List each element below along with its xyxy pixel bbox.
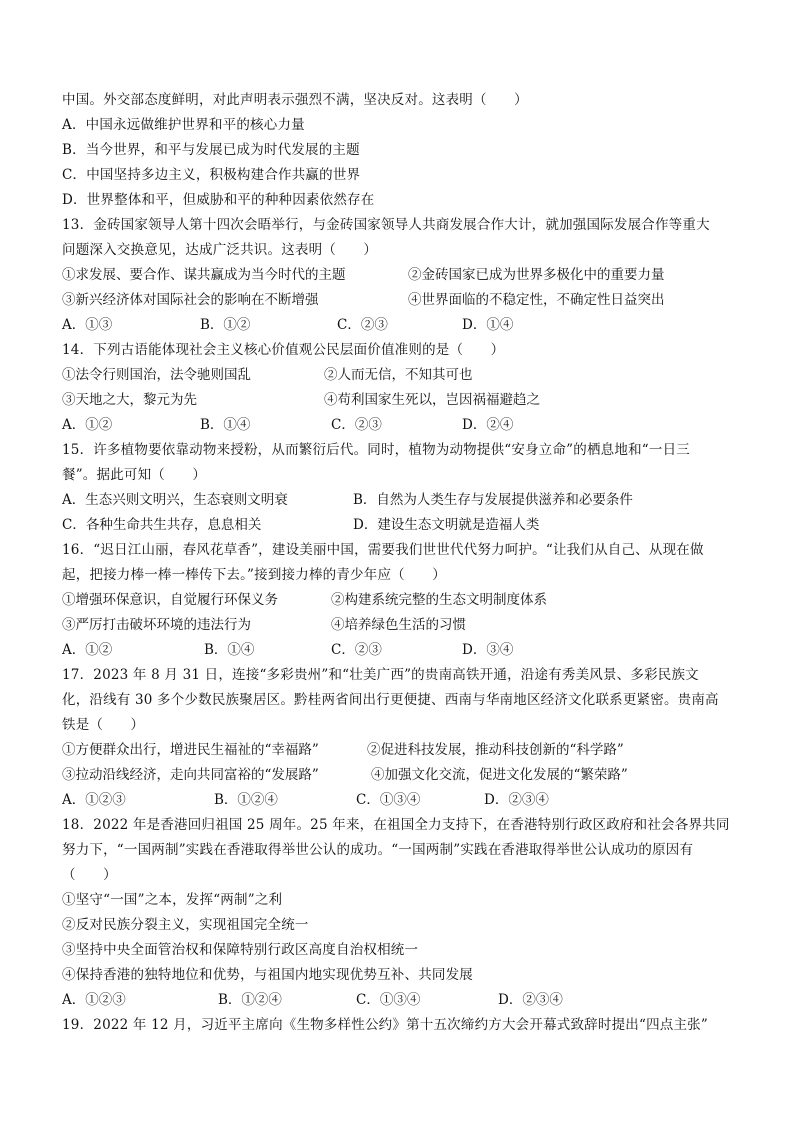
q18-choice-a: A．①②③ bbox=[62, 992, 126, 1008]
q18-item-3: ③坚持中央全面管治权和保障特别行政区高度自治权相统一 bbox=[62, 942, 419, 958]
question-stem-line: 中国。外交部态度鲜明，对此声明表示强烈不满，坚决反对。这表明（ ） bbox=[62, 92, 528, 108]
q18-choice-b: B．①②④ bbox=[218, 992, 282, 1008]
question-17-stem: 17．2023 年 8 月 31 日，连接“多彩贵州”和“壮美广西”的贵南高铁开通，沿途有秀美风景、多彩民族文 bbox=[62, 667, 699, 683]
q18-choice-d: D．②③④ bbox=[498, 992, 563, 1008]
q16-item-2: ②构建系统完整的生态文明制度体系 bbox=[331, 592, 547, 608]
q15-choice-d: D．建设生态文明就是造福人类 bbox=[353, 517, 540, 533]
q17-choice-a: A．①②③ bbox=[62, 792, 126, 808]
q14-item-2: ②人而无信，不知其可也 bbox=[324, 367, 473, 383]
q18-item-4: ④保持香港的独特地位和优势，与祖国内地实现优势互补、共同发展 bbox=[62, 967, 473, 983]
q13-item-3: ③新兴经济体对国际社会的影响在不断增强 bbox=[62, 292, 319, 308]
q16-choice-a: A．①② bbox=[62, 642, 113, 658]
option-d: D．世界整体和平，但威胁和平的种种因素依然存在 bbox=[62, 192, 375, 208]
q18-item-1: ①坚守“一国”之本，发挥“两制”之利 bbox=[62, 892, 283, 908]
q15-choice-a: A．生态兴则文明兴，生态衰则文明衰 bbox=[62, 492, 288, 508]
q16-item-3: ③严厉打击破坏环境的违法行为 bbox=[62, 617, 251, 633]
question-17-stem: 化，沿线有 30 多个少数民族聚居区。黔桂两省间出行更便捷、西南与华南地区经济文化联系更紧密。贵南高 bbox=[62, 692, 719, 708]
q13-item-2: ②金砖国家已成为世界多极化中的重要力量 bbox=[408, 267, 665, 283]
question-18-stem: （ ） bbox=[62, 867, 117, 883]
q13-choice-b: B．①② bbox=[200, 317, 251, 333]
q17-choice-b: B．①②④ bbox=[214, 792, 278, 808]
q14-choice-a: A．①② bbox=[62, 417, 113, 433]
q13-item-4: ④世界面临的不稳定性，不确定性日益突出 bbox=[408, 292, 665, 308]
question-18-stem: 努力下，“一国两制”实践在香港取得举世公认的成功。“一国两制”实践在香港取得举世公认成功的原因有 bbox=[62, 842, 694, 858]
q14-choice-d: D．②④ bbox=[462, 417, 514, 433]
option-a: A．中国永远做维护世界和平的核心力量 bbox=[62, 117, 305, 133]
q18-choice-c: C．①③④ bbox=[356, 992, 421, 1008]
q14-choice-c: C．②③ bbox=[331, 417, 382, 433]
question-15-stem: 15．许多植物要依靠动物来授粉，从而繁衍后代。同时，植物为动物提供“安身立命”的栖息地和“一日三 bbox=[62, 442, 690, 458]
question-13-stem: 问题深入交换意见，达成广泛共识。这表明（ ） bbox=[62, 242, 378, 258]
q16-choice-c: C．②③ bbox=[331, 642, 382, 658]
q16-choice-b: B．①④ bbox=[204, 642, 255, 658]
question-16-stem: 16．“迟日江山丽，春风花草香”，建设美丽中国，需要我们世世代代努力呵护。“让我们从自己、从现在做 bbox=[62, 542, 704, 558]
q14-choice-b: B．①④ bbox=[200, 417, 251, 433]
q13-item-1: ①求发展、要合作、谋共赢成为当今时代的主题 bbox=[62, 267, 346, 283]
question-17-stem: 铁是（ ） bbox=[62, 717, 145, 733]
q17-choice-c: C．①③④ bbox=[356, 792, 421, 808]
q14-item-3: ③天地之大，黎元为先 bbox=[62, 392, 197, 408]
question-19-stem: 19．2022 年 12 月，习近平主席向《生物多样性公约》第十五次缔约方大会开幕式致辞时提出“四点主张” bbox=[62, 1017, 708, 1033]
q18-item-2: ②反对民族分裂主义，实现祖国完全统一 bbox=[62, 917, 309, 933]
q15-choice-c: C．各种生命共生共存，息息相关 bbox=[62, 517, 262, 533]
q13-choice-c: C．②③ bbox=[337, 317, 388, 333]
q14-item-1: ①法令行则国治，法令驰则国乱 bbox=[62, 367, 251, 383]
q13-choice-d: D．①④ bbox=[462, 317, 514, 333]
option-c: C．中国坚持多边主义，积极构建合作共赢的世界 bbox=[62, 167, 361, 183]
q17-choice-d: D．②③④ bbox=[484, 792, 549, 808]
option-b: B．当今世界，和平与发展已成为时代发展的主题 bbox=[62, 142, 360, 158]
q13-choice-a: A．①③ bbox=[62, 317, 113, 333]
q14-item-4: ④苟利国家生死以，岂因祸福避趋之 bbox=[324, 392, 540, 408]
question-13-stem: 13．金砖国家领导人第十四次会晤举行，与金砖国家领导人共商发展合作大计，就加强国际发展合作等重大 bbox=[62, 217, 710, 233]
q16-item-1: ①增强环保意识，自觉履行环保义务 bbox=[62, 592, 278, 608]
q17-item-3: ③拉动沿线经济，走向共同富裕的“发展路” bbox=[62, 767, 319, 783]
q16-item-4: ④培养绿色生活的习惯 bbox=[331, 617, 466, 633]
q17-item-4: ④加强文化交流，促进文化发展的“繁荣路” bbox=[371, 767, 628, 783]
question-14-stem: 14．下列古语能体现社会主义核心价值观公民层面价值准则的是（ ） bbox=[62, 342, 505, 358]
q17-item-1: ①方便群众出行，增进民生福祉的“幸福路” bbox=[62, 742, 319, 758]
question-15-stem: 餐”。据此可知（ ） bbox=[62, 467, 207, 483]
q15-choice-b: B．自然为人类生存与发展提供滋养和必要条件 bbox=[353, 492, 633, 508]
question-18-stem: 18．2022 年是香港回归祖国 25 周年。25 年来，在祖国全力支持下，在香港特别行政区政府和社会各界共同 bbox=[62, 817, 730, 833]
q16-choice-d: D．③④ bbox=[462, 642, 514, 658]
q17-item-2: ②促进科技发展，推动科技创新的“科学路” bbox=[367, 742, 624, 758]
question-16-stem: 起，把接力棒一棒一棒传下去。”接到接力棒的青少年应（ ） bbox=[62, 567, 446, 583]
